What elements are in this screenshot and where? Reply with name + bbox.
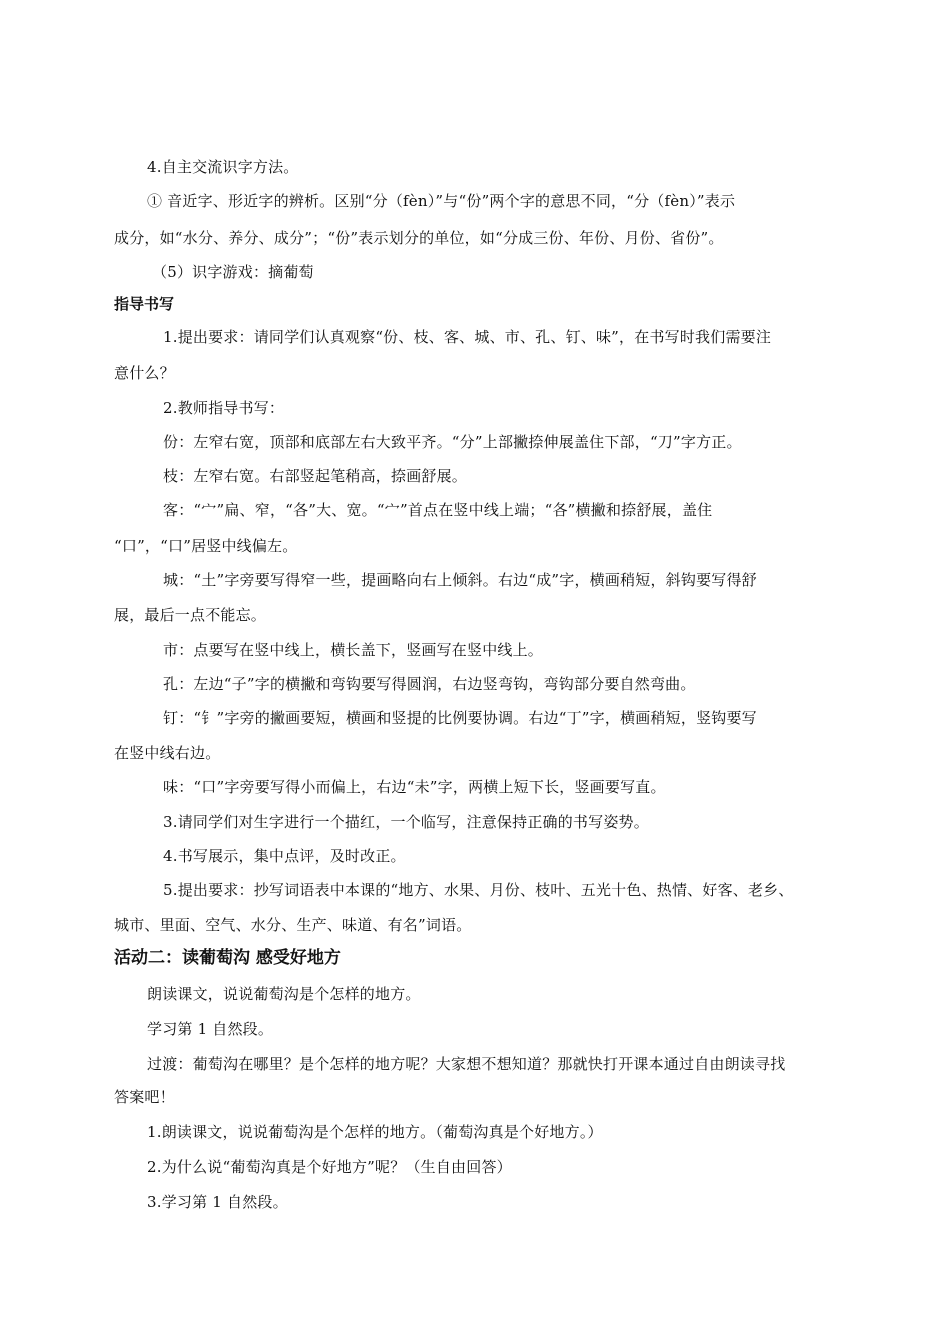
activity-2-transition-line1: 过渡：葡萄沟在哪里？是个怎样的地方呢？大家想不想知道？那就快打开课本通过自由朗读寻找 [147, 1055, 786, 1073]
activity-2-q1: 1.朗读课文，说说葡萄沟是个怎样的地方。（葡萄沟真是个好地方。） [147, 1123, 603, 1141]
writing-req1-line1: 1.提出要求：请同学们认真观察“份、枝、客、城、市、孔、钉、味”，在书写时我们需要注 [163, 328, 772, 346]
section-heading-writing: 指导书写 [114, 295, 175, 313]
writing-ding-line2: 在竖中线右边。 [114, 744, 221, 762]
writing-kong: 孔：左边“子”字的横撇和弯钩要写得圆润，右边竖弯钩，弯钩部分要自然弯曲。 [163, 675, 696, 693]
writing-req2: 2.教师指导书写： [163, 399, 285, 417]
writing-ding-line1: 钉：“钅”字旁的撇画要短，横画和竖提的比例要协调。右边“丁”字，横画稍短，竖钩要写 [163, 709, 757, 727]
activity-2-study: 学习第 1 自然段。 [147, 1020, 274, 1038]
activity-2-heading: 活动二：读葡萄沟 感受好地方 [114, 948, 341, 968]
writing-req3: 3.请同学们对生字进行一个描红，一个临写，注意保持正确的书写姿势。 [163, 813, 649, 831]
writing-req1-line2: 意什么？ [114, 364, 175, 382]
activity-2-q2: 2.为什么说“葡萄沟真是个好地方”呢？（生自由回答） [147, 1158, 512, 1176]
writing-wei: 味：“口”字旁要写得小而偏上，右边“未”字，两横上短下长，竖画要写直。 [163, 778, 666, 796]
activity-2-intro: 朗读课文，说说葡萄沟是个怎样的地方。 [147, 985, 421, 1003]
writing-req5-line1: 5.提出要求：抄写词语表中本课的“地方、水果、月份、枝叶、五光十色、热情、好客、老乡、 [163, 881, 794, 899]
activity-2-transition-line2: 答案吧！ [114, 1088, 175, 1106]
item-4: 4.自主交流识字方法。 [147, 158, 299, 176]
item-5: （5）识字游戏：摘葡萄 [152, 263, 314, 281]
writing-fen: 份：左窄右宽，顶部和底部左右大致平齐。“分”上部撇捺伸展盖住下部，“刀”字方正。 [163, 433, 742, 451]
writing-ke-line1: 客：“宀”扁、窄，“各”大、宽。“宀”首点在竖中线上端；“各”横撇和捺舒展，盖住 [163, 501, 713, 519]
item-4-sub1-line1: ① 音近字、形近字的辨析。区别“分（fèn）”与“份”两个字的意思不同，“分（fèn）”表示 [147, 192, 736, 210]
writing-req5-line2: 城市、里面、空气、水分、生产、味道、有名”词语。 [114, 916, 472, 934]
writing-req4: 4.书写展示，集中点评，及时改正。 [163, 847, 406, 865]
writing-zhi: 枝：左窄右宽。右部竖起笔稍高，捺画舒展。 [163, 467, 468, 485]
writing-ke-line2: “口”，“口”居竖中线偏左。 [114, 537, 298, 555]
activity-2-q3: 3.学习第 1 自然段。 [147, 1193, 288, 1211]
item-4-sub1-line2: 成分，如“水分、养分、成分”；“份”表示划分的单位，如“分成三份、年份、月份、省份”。 [114, 229, 724, 247]
writing-cheng-line1: 城：“土”字旁要写得窄一些，提画略向右上倾斜。右边“成”字，横画稍短，斜钩要写得舒 [163, 571, 757, 589]
writing-cheng-line2: 展，最后一点不能忘。 [114, 606, 267, 624]
writing-shi: 市：点要写在竖中线上，横长盖下，竖画写在竖中线上。 [163, 641, 544, 659]
